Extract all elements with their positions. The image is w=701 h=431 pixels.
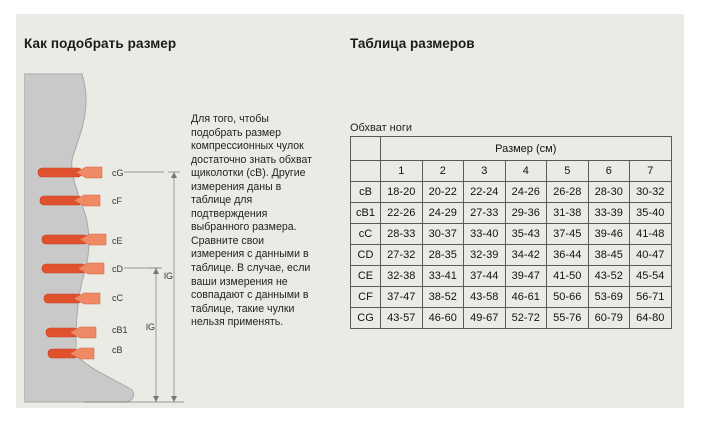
table-row <box>351 287 672 308</box>
leg-svg <box>24 72 194 404</box>
table-cell: 20-22 <box>422 182 464 203</box>
mark-cD: cD <box>112 264 123 274</box>
table-cell: 26-28 <box>547 182 589 203</box>
table-cell: 24-29 <box>422 203 464 224</box>
table-cell: 41-48 <box>630 224 672 245</box>
row-label: CD <box>351 245 381 266</box>
table-header-row <box>351 137 672 161</box>
table-cell: 24-26 <box>505 182 547 203</box>
table-cell: 39-46 <box>588 224 630 245</box>
mark-cB: cB <box>112 345 123 355</box>
table-cell: 53-69 <box>588 287 630 308</box>
size-col-4: 4 <box>505 161 547 182</box>
table-cell: 43-58 <box>464 287 506 308</box>
size-number-row <box>351 161 672 182</box>
table-row <box>351 245 672 266</box>
size-col-6: 6 <box>588 161 630 182</box>
table-cell: 64-80 <box>630 308 672 329</box>
table-cell: 56-71 <box>630 287 672 308</box>
table-cell: 50-66 <box>547 287 589 308</box>
size-col-7: 7 <box>630 161 672 182</box>
table-row <box>351 308 672 329</box>
table-cell: 28-33 <box>381 224 423 245</box>
table-cell: 36-44 <box>547 245 589 266</box>
table-cell: 49-67 <box>464 308 506 329</box>
size-header: Размер (см) <box>381 137 672 161</box>
guide-arrowheads <box>153 172 177 402</box>
table-cell: 35-43 <box>505 224 547 245</box>
table-cell: 33-41 <box>422 266 464 287</box>
table-cell: 46-60 <box>422 308 464 329</box>
mark-cF: cF <box>112 196 122 206</box>
table-cell: 22-26 <box>381 203 423 224</box>
size-table <box>350 136 672 329</box>
table-cell: 45-54 <box>630 266 672 287</box>
table-cell: 39-47 <box>505 266 547 287</box>
table-row <box>351 266 672 287</box>
table-cell: 32-39 <box>464 245 506 266</box>
row-label: cB1 <box>351 203 381 224</box>
row-label: CG <box>351 308 381 329</box>
length-label-lower: lG <box>146 322 155 332</box>
table-cell: 30-32 <box>630 182 672 203</box>
size-col-1: 1 <box>381 161 423 182</box>
table-cell: 43-57 <box>381 308 423 329</box>
right-title: Таблица размеров <box>350 36 475 51</box>
table-cell: 37-47 <box>381 287 423 308</box>
table-cell: 38-52 <box>422 287 464 308</box>
table-cell: 41-50 <box>547 266 589 287</box>
mark-cG: cG <box>112 168 124 178</box>
left-title: Как подобрать размер <box>24 36 177 51</box>
table-cell: 27-33 <box>464 203 506 224</box>
size-col-5: 5 <box>547 161 589 182</box>
table-cell: 32-38 <box>381 266 423 287</box>
table-caption: Обхват ноги <box>350 122 413 134</box>
table-cell: 37-44 <box>464 266 506 287</box>
instructions-text: Для того, чтобы подобрать размер компрессионных чулок достаточно знать обхват щиколотки (cB). Другие измерения даны в таблице для подтверждения выбранного размера. Сравните свои измерения с данными в таблице. В случае, если ваши измерения не совпадают с данными в таблице, такие чулки нельзя применять. <box>191 113 312 329</box>
table-row <box>351 224 672 245</box>
length-label-upper: lG <box>164 271 173 281</box>
table-cell: 28-30 <box>588 182 630 203</box>
table-cell: 38-45 <box>588 245 630 266</box>
table-cell: 22-24 <box>464 182 506 203</box>
table-cell: 35-40 <box>630 203 672 224</box>
table-cell: 52-72 <box>505 308 547 329</box>
table-cell: 30-37 <box>422 224 464 245</box>
number-corner <box>351 161 381 182</box>
leg-illustration <box>24 72 194 404</box>
row-label: CE <box>351 266 381 287</box>
row-label: cB <box>351 182 381 203</box>
table-row <box>351 203 672 224</box>
mark-cC: cC <box>112 293 123 303</box>
mark-cB1: cB1 <box>112 325 128 335</box>
table-cell: 33-40 <box>464 224 506 245</box>
table-cell: 37-45 <box>547 224 589 245</box>
band-cG <box>38 168 82 177</box>
table-cell: 43-52 <box>588 266 630 287</box>
size-col-3: 3 <box>464 161 506 182</box>
row-label: cC <box>351 224 381 245</box>
table-cell: 18-20 <box>381 182 423 203</box>
size-col-2: 2 <box>422 161 464 182</box>
table-row <box>351 182 672 203</box>
table-cell: 55-76 <box>547 308 589 329</box>
table-cell: 28-35 <box>422 245 464 266</box>
table-cell: 33-39 <box>588 203 630 224</box>
guide-lines <box>84 172 184 402</box>
table-cell: 60-79 <box>588 308 630 329</box>
table-cell: 34-42 <box>505 245 547 266</box>
table-cell: 29-36 <box>505 203 547 224</box>
table-cell: 40-47 <box>630 245 672 266</box>
row-label: CF <box>351 287 381 308</box>
mark-cE: cE <box>112 236 123 246</box>
header-corner <box>351 137 381 161</box>
table-cell: 27-32 <box>381 245 423 266</box>
table-cell: 46-61 <box>505 287 547 308</box>
table-cell: 31-38 <box>547 203 589 224</box>
